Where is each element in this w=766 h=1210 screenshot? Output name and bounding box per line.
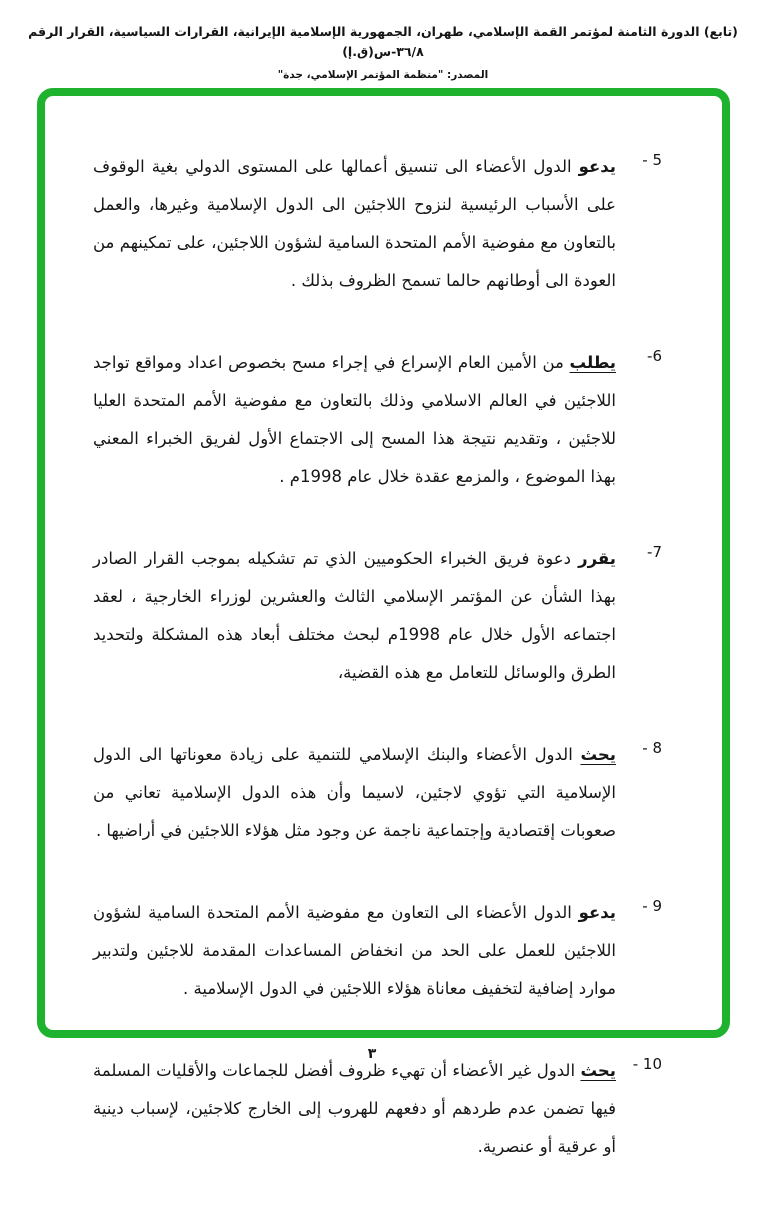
item-text — [93, 148, 616, 300]
resolutions-list — [37, 96, 714, 1210]
item-number: 10 - — [632, 1055, 662, 1073]
resolution-item-8 — [93, 736, 662, 850]
resolution-item-5 — [93, 148, 662, 300]
item-number: 9 - — [642, 897, 662, 915]
document-source-line — [10, 69, 756, 81]
source-value: "منظمة المؤتمر الإسلامي، جدة" — [277, 69, 444, 81]
item-body-text: الدول الأعضاء الى التعاون مع مفوضية الأمم المتحدة السامية لشؤون اللاجئين للعمل على الحد من انخفاض المساعدات المقدمة للاجئين ولتدبير موارد إضافية لتخفيف معاناة هؤلاء اللاجئين في الدول الإسلامية . — [93, 903, 616, 998]
item-text — [93, 1052, 616, 1166]
item-lead-word: يدعو — [578, 157, 616, 176]
item-number: 5 - — [642, 151, 662, 169]
item-body-text: دعوة فريق الخبراء الحكوميين الذي تم تشكيله بموجب القرار الصادر بهذا الشأن عن المؤتمر الإسلامي الثالث والعشرين لوزراء الخارجية ، لعقد اجتماعه الأول خلال عام 1998م لبحث مختلف أبعاد هذه المشكلة ولتحديد الطرق والوسائل للتعامل مع هذه القضية، — [93, 549, 617, 682]
item-text — [93, 540, 616, 692]
item-text — [93, 894, 616, 1008]
resolution-item-10 — [93, 1052, 662, 1166]
item-body-text: من الأمين العام الإسراع في إجراء مسح بخصوص اعداد ومواقع تواجد اللاجئين في العالم الاسلامي وذلك بالتعاون مع مفوضية الأمم المتحدة العليا للاجئين ، وتقديم نتيجة هذا المسح إلى الاجتماع الأول لفريق الخبراء المعني بهذا الموضوع ، والمزمع عقدة خلال عام 1998م . — [93, 353, 616, 486]
resolution-item-6 — [93, 344, 662, 496]
item-number: 8 - — [642, 739, 662, 757]
item-lead-word: يطلب — [569, 353, 616, 372]
item-number: 7- — [647, 543, 662, 561]
item-body-text: الدول الأعضاء الى تنسيق أعمالها على المستوى الدولي بغية الوقوف على الأسباب الرئيسية لنزوح اللاجئين الى الدول الإسلامية وغيرها، والعمل بالتعاون مع مفوضية الأمم المتحدة السامية لشؤون اللاجئين، على تمكينهم من العودة الى أوطانهم حالما تسمح الظروف بذلك . — [93, 157, 616, 290]
resolution-item-7 — [93, 540, 662, 692]
page-number: ٣ — [367, 1046, 377, 1062]
item-number: 6- — [647, 347, 662, 365]
item-lead-word: يقرر — [578, 549, 616, 568]
item-lead-word: يحث — [580, 1061, 616, 1080]
item-lead-word: يحث — [580, 745, 616, 764]
source-label: المصدر: — [447, 69, 489, 81]
item-lead-word: يدعو — [578, 903, 616, 922]
document-header — [10, 22, 756, 81]
item-text — [93, 344, 616, 496]
resolution-item-9 — [93, 894, 662, 1008]
item-text — [93, 736, 616, 850]
item-body-text: الدول غير الأعضاء أن تهيء ظروف أفضل للجماعات والأقليات المسلمة فيها تضمن عدم طردهم أو دفعهم للهروب إلى الخارج كلاجئين، لإسباب دينية أو عرقية أو عنصرية. — [93, 1061, 616, 1156]
item-body-text: الدول الأعضاء والبنك الإسلامي للتنمية على زيادة معوناتها الى الدول الإسلامية التي تؤوي لاجئين، لاسيما وأن هذه الدول الإسلامية تعاني من صعوبات إقتصادية وإجتماعية ناجمة عن وجود مثل هؤلاء اللاجئين في أراضيها . — [93, 745, 616, 840]
document-title-line: (تابع) الدورة الثامنة لمؤتمر القمة الإسلامي، طهران، الجمهورية الإسلامية الإيرانية، القرارات السياسية، القرار الرقم ٣٦/٨-س(ق.إ) — [28, 24, 738, 59]
